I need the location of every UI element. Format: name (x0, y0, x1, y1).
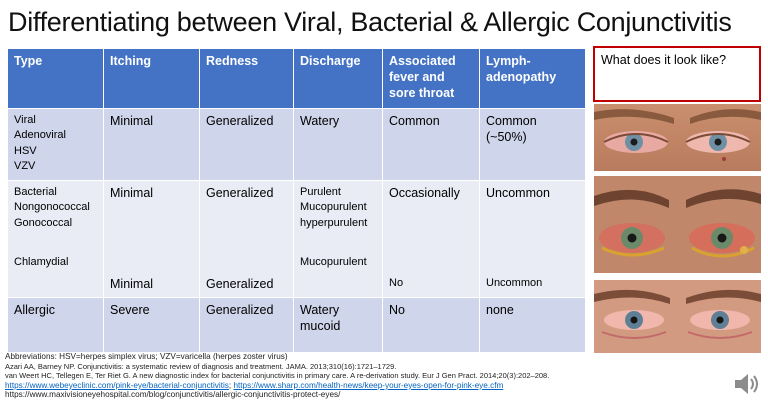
cell-fever-bacterial (383, 180, 480, 298)
type-line: Adenoviral (14, 129, 66, 142)
cell-fever-viral: Common (383, 108, 480, 180)
redness-chlamydial: Generalized (206, 276, 274, 291)
table-header-row (8, 49, 586, 109)
link-sharp[interactable]: https://www.sharp.com/health-news/keep-your-eyes-open-for-pink-eye.cfm (233, 380, 504, 390)
fever-chlamydial: No (389, 276, 404, 289)
discharge-line: Watery (300, 303, 340, 318)
cell-itching-allergic: Severe (104, 298, 200, 353)
cell-redness-allergic: Generalized (200, 298, 294, 353)
references (5, 352, 715, 400)
cell-fever-allergic: No (383, 298, 480, 353)
header-type: Type (8, 49, 104, 109)
table-row-bacterial (8, 180, 586, 298)
fever-bacterial: Occasionally (389, 185, 460, 200)
type-line: Gonococcal (14, 216, 73, 229)
redness-bacterial: Generalized (206, 185, 274, 200)
discharge-chlamydial: Mucopurulent (300, 256, 367, 269)
itching-chlamydial: Minimal (110, 276, 154, 291)
header-lymphadenopathy: Lymph-adenopathy (480, 49, 586, 109)
cell-redness-bacterial (200, 180, 294, 298)
viral-conjunctivitis-photo (594, 104, 761, 171)
cell-type-bacterial (8, 180, 104, 298)
type-line: VZV (14, 160, 36, 173)
lymph-line: (~50%) (486, 129, 527, 144)
lymph-bacterial: Uncommon (486, 185, 550, 200)
discharge-line: hyperpurulent (300, 216, 368, 229)
table-row-allergic (8, 298, 586, 353)
abbreviations-note: Abbreviations: HSV=herpes simplex virus; VZV=varicella (herpes zoster virus) (5, 352, 288, 361)
cell-type-viral (8, 108, 104, 180)
comparison-table (7, 48, 586, 353)
link-separator: ; (228, 380, 234, 390)
cell-discharge-bacterial (294, 180, 383, 298)
table-row-viral (8, 108, 586, 180)
cell-redness-viral: Generalized (200, 108, 294, 180)
speaker-icon[interactable] (731, 369, 761, 399)
discharge-line: Purulent (300, 185, 341, 198)
bacterial-conjunctivitis-photo (594, 176, 761, 273)
cell-discharge-viral: Watery (294, 108, 383, 180)
lymph-chlamydial: Uncommon (486, 276, 543, 289)
reference-1: Azari AA, Barney NP. Conjunctivitis: a systematic review of diagnosis and treatment. JAMA. 2013;310(16):1721–1729. (5, 361, 397, 371)
cell-lymph-bacterial (480, 180, 586, 298)
allergic-conjunctivitis-photo (594, 280, 761, 353)
header-redness: Redness (200, 49, 294, 109)
type-line: Bacterial (14, 185, 57, 198)
header-itching: Itching (104, 49, 200, 109)
cell-discharge-allergic (294, 298, 383, 353)
type-line: Viral (14, 113, 36, 126)
itching-bacterial: Minimal (110, 185, 154, 200)
type-line-chlamydial: Chlamydial (14, 256, 69, 269)
discharge-line: mucoid (300, 319, 341, 334)
photo-panel-heading: What does it look like? (593, 46, 761, 102)
discharge-line: Mucopurulent (300, 201, 367, 214)
type-line: HSV (14, 144, 37, 157)
link-maxivision[interactable]: https://www.maxivisioneyehospital.com/blog/conjunctivitis/allergic-conjunctivitis-protect-eyes/ (5, 390, 341, 400)
type-line: Nongonococcal (14, 201, 90, 214)
link-webeyeclinic[interactable]: https://www.webeyeclinic.com/pink-eye/bacterial-conjunctivitis (5, 380, 229, 390)
cell-itching-viral: Minimal (104, 108, 200, 180)
header-discharge: Discharge (294, 49, 383, 109)
cell-lymph-allergic: none (480, 298, 586, 353)
slide-title: Differentiating between Viral, Bacterial & Allergic Conjunctivitis (8, 7, 732, 37)
cell-type-allergic: Allergic (8, 298, 104, 353)
lymph-line: Common (486, 113, 537, 128)
cell-itching-bacterial (104, 180, 200, 298)
reference-2: van Weert HC, Tellegen E, Ter Riet G. A new diagnostic index for bacterial conjunctivitis in primary care. A re-derivation study. Eur J Gen Pract. 2014;20(3):202–208. (5, 371, 550, 381)
header-fever-sore-throat: Associated fever and sore throat (383, 49, 480, 109)
cell-lymph-viral (480, 108, 586, 180)
